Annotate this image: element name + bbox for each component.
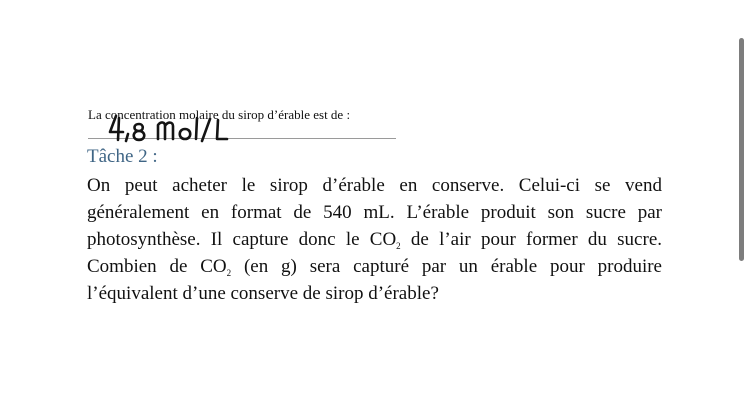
task-title: Tâche 2 : [87, 146, 158, 167]
co2-subscript-1: 2 [396, 241, 401, 251]
co2-subscript-2: 2 [226, 268, 232, 278]
task-paragraph [87, 172, 662, 307]
task-text-part-1: On peut acheter le sirop d’érable en conserve. Celui-ci se vend généralement en format de 540 mL. L’érable produit son sucre par photosynthèse. Il capture donc le CO [87, 175, 662, 250]
task-text-part-2: de l’air pour former du sucre. Combien de CO [87, 229, 662, 277]
vertical-scrollbar[interactable] [739, 38, 744, 261]
task-text-part-3: (en g) sera capturé par un érable pour produire l’équivalent d’une conserve de sirop d’érable? [87, 256, 662, 304]
answer-prompt: La concentration molaire du sirop d’érable est de : [88, 107, 351, 122]
handwritten-answer [106, 112, 236, 148]
